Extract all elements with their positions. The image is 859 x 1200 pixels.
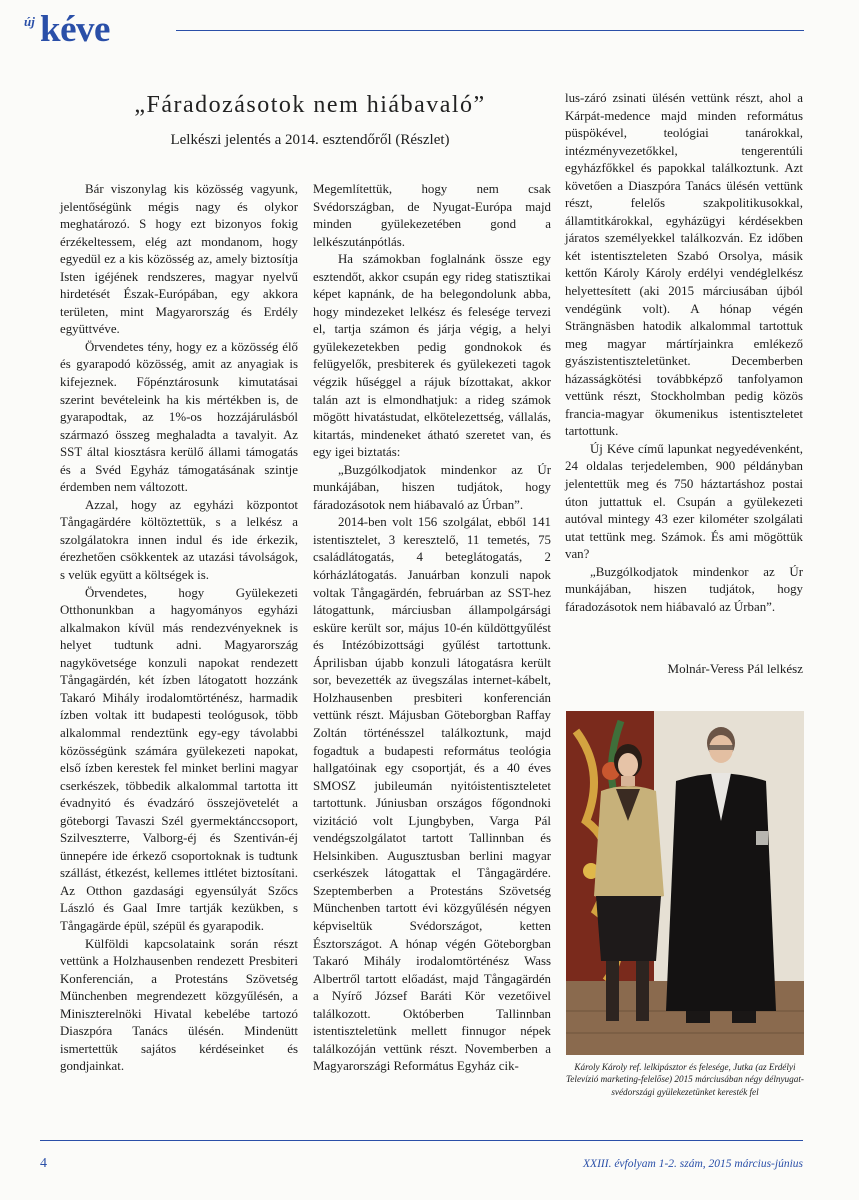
paragraph: 2014-ben volt 156 szolgálat, ebből 141 istentisztelet, 3 keresztelő, 11 temetés, 75 családlátogatás, 4 beteglátogatás, 2 kórházlátogatás. Januárban konzuli napok voltak Tångagärdén, februárban az SST-hez látogattunk, márciusban állampolgársági esküre került sor, május 10-én küldöttgyűlést és Intézóbizottsági gyűlést tartottunk. Áprilisban újabb konzuli látogatásra került sor, bevezették az üvegszálas internet-kábelt, Holzhausenben presbiteri konferencián vettünk részt. Májusban Göteborgban Raffay Zoltán történésszel találkoztunk, majd fogadtuk a budapesti református teológia hallgatóinak egy csoportját, és a 40 éves SMOSZ jubileumán nyitóistentiszteletet tartottunk. Júniusban országos főgondnoki vizitáció volt Ljungbyben, Varga Pál vendégszolgálatot tartott Tallinnban és Helsinkiben. Augusztusban berlini magyar cserkészek látogattak el Tångagärdére. Szeptemberben a Protestáns Szövetség Münchenben tartott évi közgyűlésén négyen képviseltük Svédországot, ketten Észtországot. A hónap végén Göteborgban Takaró Mihály irodalomtörténész Wass Albertről tartott előadást, majd Tångagärdén a Nyírő József Baráti Kör vezetőivel találkozott. Októberben Tallinnban istentiszteletünk mellett finnugor népek találkozóján vettünk részt. Novemberben a Magyarországi Református Egyház cik- [313,515,551,1074]
paragraph: Bár viszonylag kis közösség vagyunk, jelentőségünk mégis nagy és olykor meghatározó. S hogy ezt bizonyos fokig érzékeltessem, elég azt mondanom, hogy egyedül ez a kis közösség az, amely biztosítja Isten igéjének rendszeres, magyar nyelvű hirdetését Észak-Európában, egy akkora területen, mint Magyarország és Erdély együttvéve. [60,182,298,337]
issue-info: XXIII. évfolyam 1-2. szám, 2015 március-június [583,1158,803,1170]
paragraph: Ha számokban foglalnánk össze egy esztendőt, akkor csupán egy rideg statisztikai képet kapnánk, de ha belegondolunk abba, hogy mindezeket lelkész és felesége tervezi el, tartja számon és járja végig, a helyi gyülekezetekben pedig gondnokok és felügyelők, presbiterek és gyülekezeti tagok végzik hűséggel a rájuk bízottakat, akkor talán azt is elmondhatjuk: a rideg számok mögött hivatástudat, elkötelezettség, vállalás, kitartás, mindeneket átható szeretet van, és egy igei biztatás: [313,252,551,460]
paragraph: Új Kéve című lapunkat negyedévenként, 24 oldalas terjedelemben, 900 példányban jelentettük meg és 750 háztartáshoz postai úton juttattuk el. Csupán a gyülekezeti autóval mintegy 43 ezer kilométer szolgálati utat tettünk meg. Számok. És ami mögöttük van? [565,441,803,562]
paragraph: Megemlítettük, hogy nem csak Svédországban, de Nyugat-Európa majd minden gyülekezetében gond a lelkészutánpótlás. [313,182,551,249]
header-rule [176,30,804,31]
photo-caption: Károly Károly ref. lelkipásztor és felesége, Jutka (az Erdélyi Televízió marketing-felelőse) 2015 márciusában négy délnyugat-svédországi gyülekezetünket keresték fel [566,1062,804,1097]
paragraph: lus-záró zsinati ülésén vettünk részt, ahol a Kárpát-medence majd minden református püspökével, teológiai tanárokkal, intézményvezetőkkel, tengerentúli egyházfőkkel és papokkal találkoztunk. Azt követően a Diaszpóra Tanács ülésén vettünk részt, felelős szakpolitikusokkal, államtitkárokkal, egyházügyi kérdésekben járatos személyekkel találkozván. Ez időben két istentiszteleten Szabó Orsolya, másik kettőn Károly Károly erdélyi vendéglelkész helyettesített (aki 2015 márciusában újból vendégünk volt). A hónap végén Strängnäsben hatodik alkalommal tartottuk meg magyar mártírjainkra emlékező gyászistentiszteletünket. Decemberben házasságkötési továbbképző tanfolyamon vettünk részt, Stockholmban pedig közös francia-magyar ökumenikus istentiszteletet tartottunk. [565,91,803,439]
logo-prefix: új [24,14,35,29]
page-number: 4 [40,1156,47,1171]
pastor-couple-photo [566,711,804,1055]
text-column-3 [565,90,803,616]
paragraph: Örvendetes, hogy Gyülekezeti Otthonunkban a hagyományos egyházi alkalmakon kívül más rendezvényeknek is helyet tudtunk adni. Magyarország nagykövetsége konzuli napokat rendezett Tångagärdén, két ízben látogatott hozzánk Takaró Mihály irodalomtörténész, harmadik ízben voltak itt budapesti teológusok, több alkalommal rendeztünk egy-egy távolabbi közösségünk számára gyülekezeti napokat, első ízben kerestek fel minket berlini magyar cserkészek, többedik alkalommal tartotta itt évadnyitó és évadzáró összejövetelét a göteborgi Tavaszi Szél gyermektánccsoport, Szilveszterre, Valborg-éj és Szentiván-éj ünnepére ide érkező csoportoknak is tudtunk szállást, étkezést, kellemes ittlétet biztosítani. Az Otthon gazdasági egyensúlyát Szőcs László és Gaal Imre tartják kezükben, s Tångagärde épül, szépül és gyarapodik. [60,585,298,933]
text-column-1 [60,181,298,1076]
article-subtitle: Lelkészi jelentés a 2014. esztendőről (Részlet) [170,132,450,148]
bible-quote: „Buzgólkodjatok mindenkor az Úr munkájában, hiszen tudjátok, hogy fáradozásotok nem hiábavaló az Úrban”. [313,462,551,512]
paragraph: Külföldi kapcsolataink során részt vettünk a Holzhausenben rendezett Presbiteri Konferencián, a Protestáns Szövetség Münchenben megrendezett közgyűlésén, a Miniszterelnöki Hivatal kebelébe tartozó Diaszpóra Tanács ülésén. Mindenütt ismertettük sajátos kérdéseinket és gondjainkat. [60,936,298,1074]
text-column-2 [313,181,551,1076]
logo-main: kéve [40,9,110,50]
paragraph: Azzal, hogy az egyházi központot Tångagärdére költöztettük, s a lelkész a szolgálatokra innen indul és ide érkezik, érezhetően csökkentek az utazási távolságok, s velük együtt a költségek is. [60,497,298,583]
bible-quote: „Buzgólkodjatok mindenkor az Úr munkájában, hiszen tudjátok, hogy fáradozásotok nem hiábavaló az Úrban”. [565,564,803,614]
paragraph: Örvendetes tény, hogy ez a közösség élő és gyarapodó közösség, amit az anyagiak is kifejeznek. Főpénztárosunk kimutatásai szerint bevételeink ha kis mértékben is, de gyarapodtak, az 1%-os hozzájárulásból származó összeg meghaladta a tavalyit. Az SST által kiosztásra kerülő állami támogatás és a Svéd Egyház támogatásának szintje érdemben nem változott. [60,339,298,495]
photo-illustration [566,711,804,1055]
author-signature: Molnár-Veress Pál lelkész [667,661,803,676]
footer-rule [40,1140,803,1141]
article-title: „Fáradozásotok nem hiábavaló” [134,92,486,118]
